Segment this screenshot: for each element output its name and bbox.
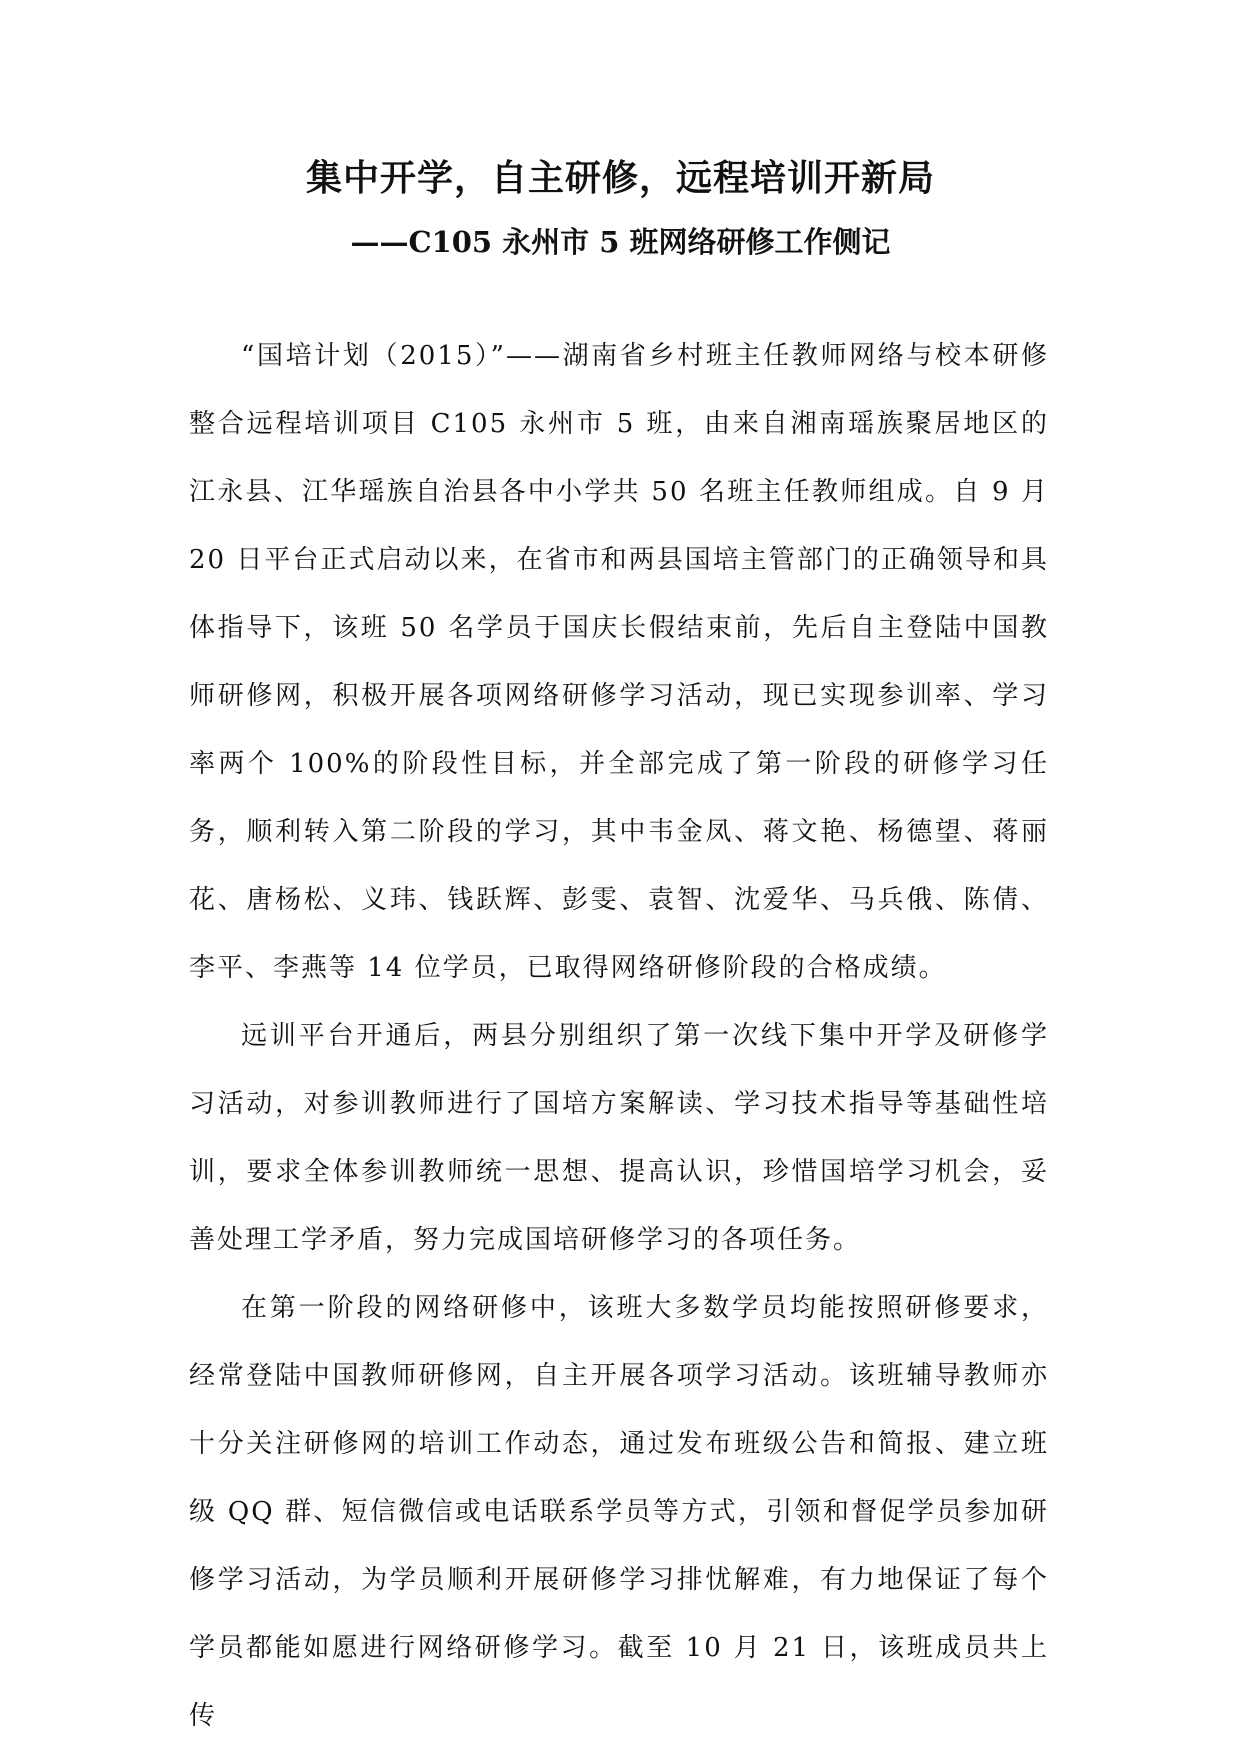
paragraph-first-stage: 在第一阶段的网络研修中，该班大多数学员均能按照研修要求，经常登陆中国教师研修网，自主开展各项学习活动。该班辅导教师亦十分关注研修网的培训工作动态，通过发布班级公告和简报、建立班级 QQ 群、短信微信或电话联系学员等方式，引领和督促学员参加研修学习活动，为学员顺利开展研修学习排忧解难，有力地保证了每个学员都能如愿进行网络研修学习。截至 10 月 21 日，该班成员共上传: [189, 1293, 1049, 1731]
document-title: 集中开学，自主研修，远程培训开新局: [305, 158, 935, 199]
document-subtitle: ——C105 永州市 5 班网络研修工作侧记: [350, 225, 891, 259]
paragraph-overview: “国培计划（2015）”——湖南省乡村班主任教师网络与校本研修整合远程培训项目 C105 永州市 5 班，由来自湘南瑶族聚居地区的江永县、江华瑶族自治县各中小学共 50 名班主任教师组成。自 9 月 20 日平台正式启动以来，在省市和两县国培主管部门的正确领导和具体指导下，该班 50 名学员于国庆长假结束前，先后自主登陆中国教师研修网，积极开展各项网络研修学习活动，现已实现参训率、学习率两个 100%的阶段性目标，并全部完成了第一阶段的研修学习任务，顺利转入第二阶段的学习，其中韦金凤、蒋文艳、杨德望、蒋丽花、唐杨松、义玮、钱跃辉、彭雯、袁智、沈爱华、马兵俄、陈倩、李平、李燕等 14 位学员，已取得网络研修阶段的合格成绩。: [189, 341, 1049, 983]
document-body: [189, 322, 1049, 1750]
paragraph-launch-activities: 远训平台开通后，两县分别组织了第一次线下集中开学及研修学习活动，对参训教师进行了国培方案解读、学习技术指导等基础性培训，要求全体参训教师统一思想、提高认识，珍惜国培学习机会，妥善处理工学矛盾，努力完成国培研修学习的各项任务。: [189, 1021, 1049, 1255]
